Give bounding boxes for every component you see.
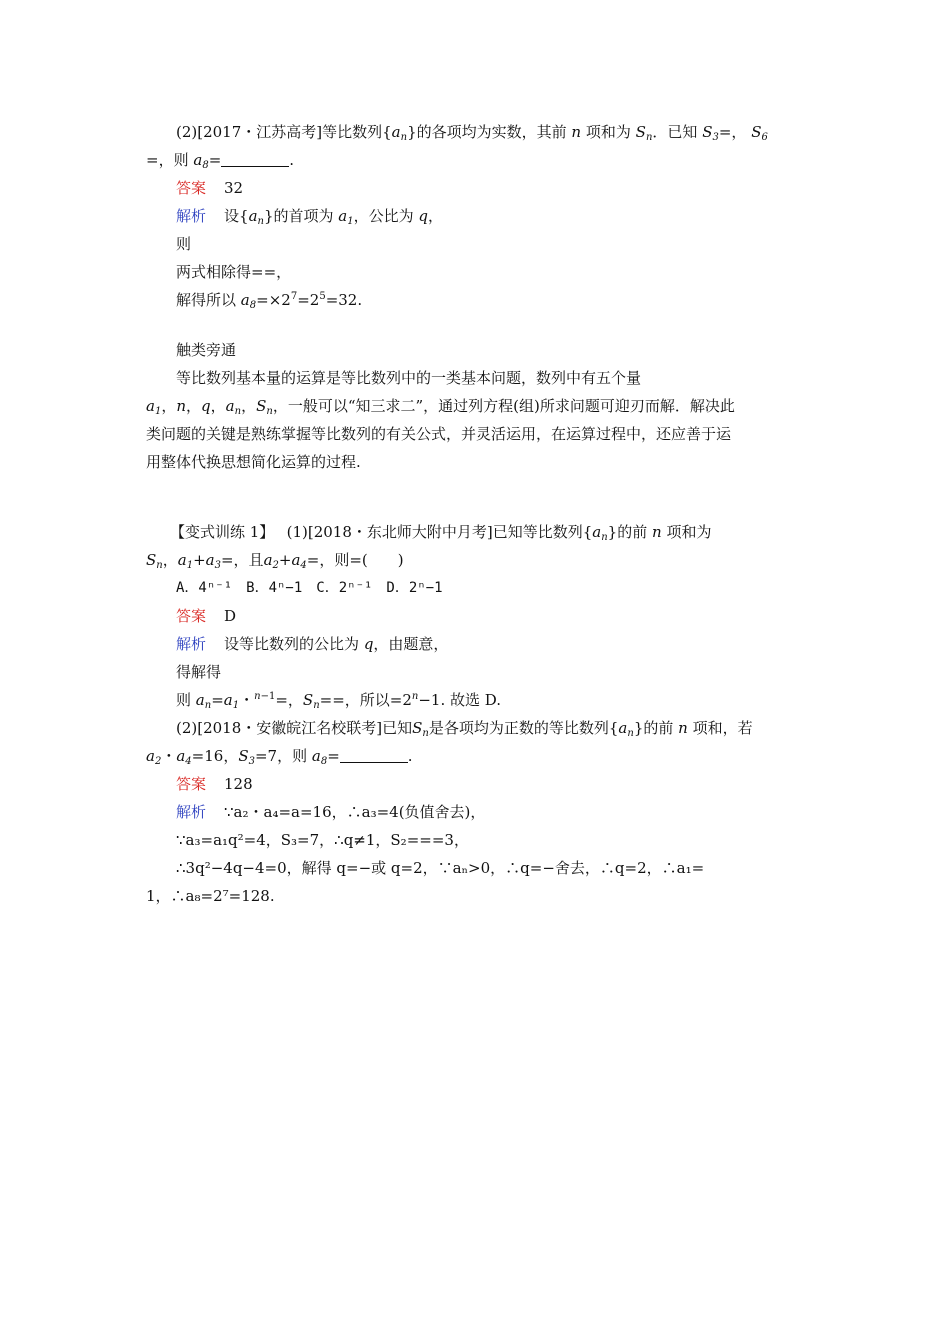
solution-label: 解析 bbox=[176, 207, 207, 225]
problem-2017-line1: (2)[2017・江苏高考]等比数列$\{a_n\}$的各项均为实数，其前 n 项和为 $S_n$．已知 $S_3=$， $S_6$ bbox=[176, 123, 768, 143]
answer-blank bbox=[340, 748, 408, 763]
solution-line-3: 两式相除得==， bbox=[176, 263, 292, 281]
exercise-2-solution-2: ∵a₃=a₁q²=4，S₃=7，∴q≠1，S₂===3， bbox=[176, 831, 469, 849]
exercise-2-solution-1: 解析 ∵a₂・a₄=a=16，∴a₃=4(负值舍去)， bbox=[176, 803, 486, 821]
tip-line-2: $a_1$，n，q，$a_n$，$S_n$，一般可以“知三求二”，通过列方程(组)所求问题可迎刃而解．解决此 bbox=[146, 397, 735, 417]
exercise-tag: 【变式训练 1】 bbox=[170, 523, 267, 541]
answer-label: 答案 bbox=[176, 607, 207, 625]
exercise-2-solution-4: 1，∴a₈=2⁷=128. bbox=[146, 887, 275, 905]
exercise-1-line2: $S_n$，$a_1+a_3=$，且$a_2+a_4=$，则=( ) bbox=[146, 551, 404, 571]
problem-2017-line2: =，则 $a_8=$ . bbox=[146, 151, 295, 171]
answer-line-1 bbox=[176, 178, 243, 198]
answer-value: 128 bbox=[224, 775, 253, 793]
exercise-1-options: A．4ⁿ⁻¹ B．4ⁿ−1 C．2ⁿ⁻¹ D．2ⁿ−1 bbox=[176, 580, 443, 596]
solution-line-1: 解析 设$\{a_n\}$的首项为 $a_1$，公比为 q， bbox=[176, 207, 444, 227]
exercise-1-solution-2: 得解得 bbox=[176, 663, 222, 681]
exercise-2-solution-3: ∴3q²−4q−4=0，解得 q=−或 q=2，∵aₙ>0，∴q=−舍去，∴q=2，∴a₁= bbox=[176, 859, 705, 877]
exercise-2-line1: (2)[2018・安徽皖江名校联考]已知$S_n$是各项均为正数的等比数列$\{a_n\}$的前 n 项和，若 bbox=[176, 719, 753, 739]
tip-line-3: 类问题的关键是熟练掌握等比数列的有关公式，并灵活运用，在运算过程中，还应善于运 bbox=[146, 425, 732, 443]
exercise-1-line1: 【变式训练 1】 (1)[2018・东北师大附中月考]已知等比数列$\{a_n\}$的前 n 项和为 bbox=[170, 523, 712, 543]
solution-line-4: 解得所以 $a_8=\times 2^7=2^5=32$. bbox=[176, 291, 363, 311]
exercise-2-line2: $a_2$・$a_4=16$，$S_3=7$，则 $a_8=$ . bbox=[146, 747, 413, 767]
answer-value: D bbox=[224, 607, 237, 625]
answer-label: 答案 bbox=[176, 179, 207, 197]
exercise-1-solution-3: 则 $a_n=a_1$・$^{n-1}$=，$S_n==$，所以$=2^n-1$. 故选 D. bbox=[176, 691, 502, 711]
answer-label: 答案 bbox=[176, 775, 207, 793]
answer-blank bbox=[221, 152, 289, 167]
answer-value: 32 bbox=[224, 179, 244, 197]
exercise-2-answer bbox=[176, 774, 253, 794]
tip-line-1: 等比数列基本量的运算是等比数列中的一类基本问题，数列中有五个量 bbox=[176, 369, 642, 387]
solution-label: 解析 bbox=[176, 635, 207, 653]
exercise-1-solution-1: 解析 设等比数列的公比为 q，由题意， bbox=[176, 635, 449, 653]
exercise-1-answer bbox=[176, 606, 236, 626]
solution-line-2: 则 bbox=[176, 235, 192, 253]
tip-title: 触类旁通 bbox=[176, 341, 237, 359]
solution-label: 解析 bbox=[176, 803, 207, 821]
tip-line-4: 用整体代换思想简化运算的过程. bbox=[146, 453, 361, 471]
